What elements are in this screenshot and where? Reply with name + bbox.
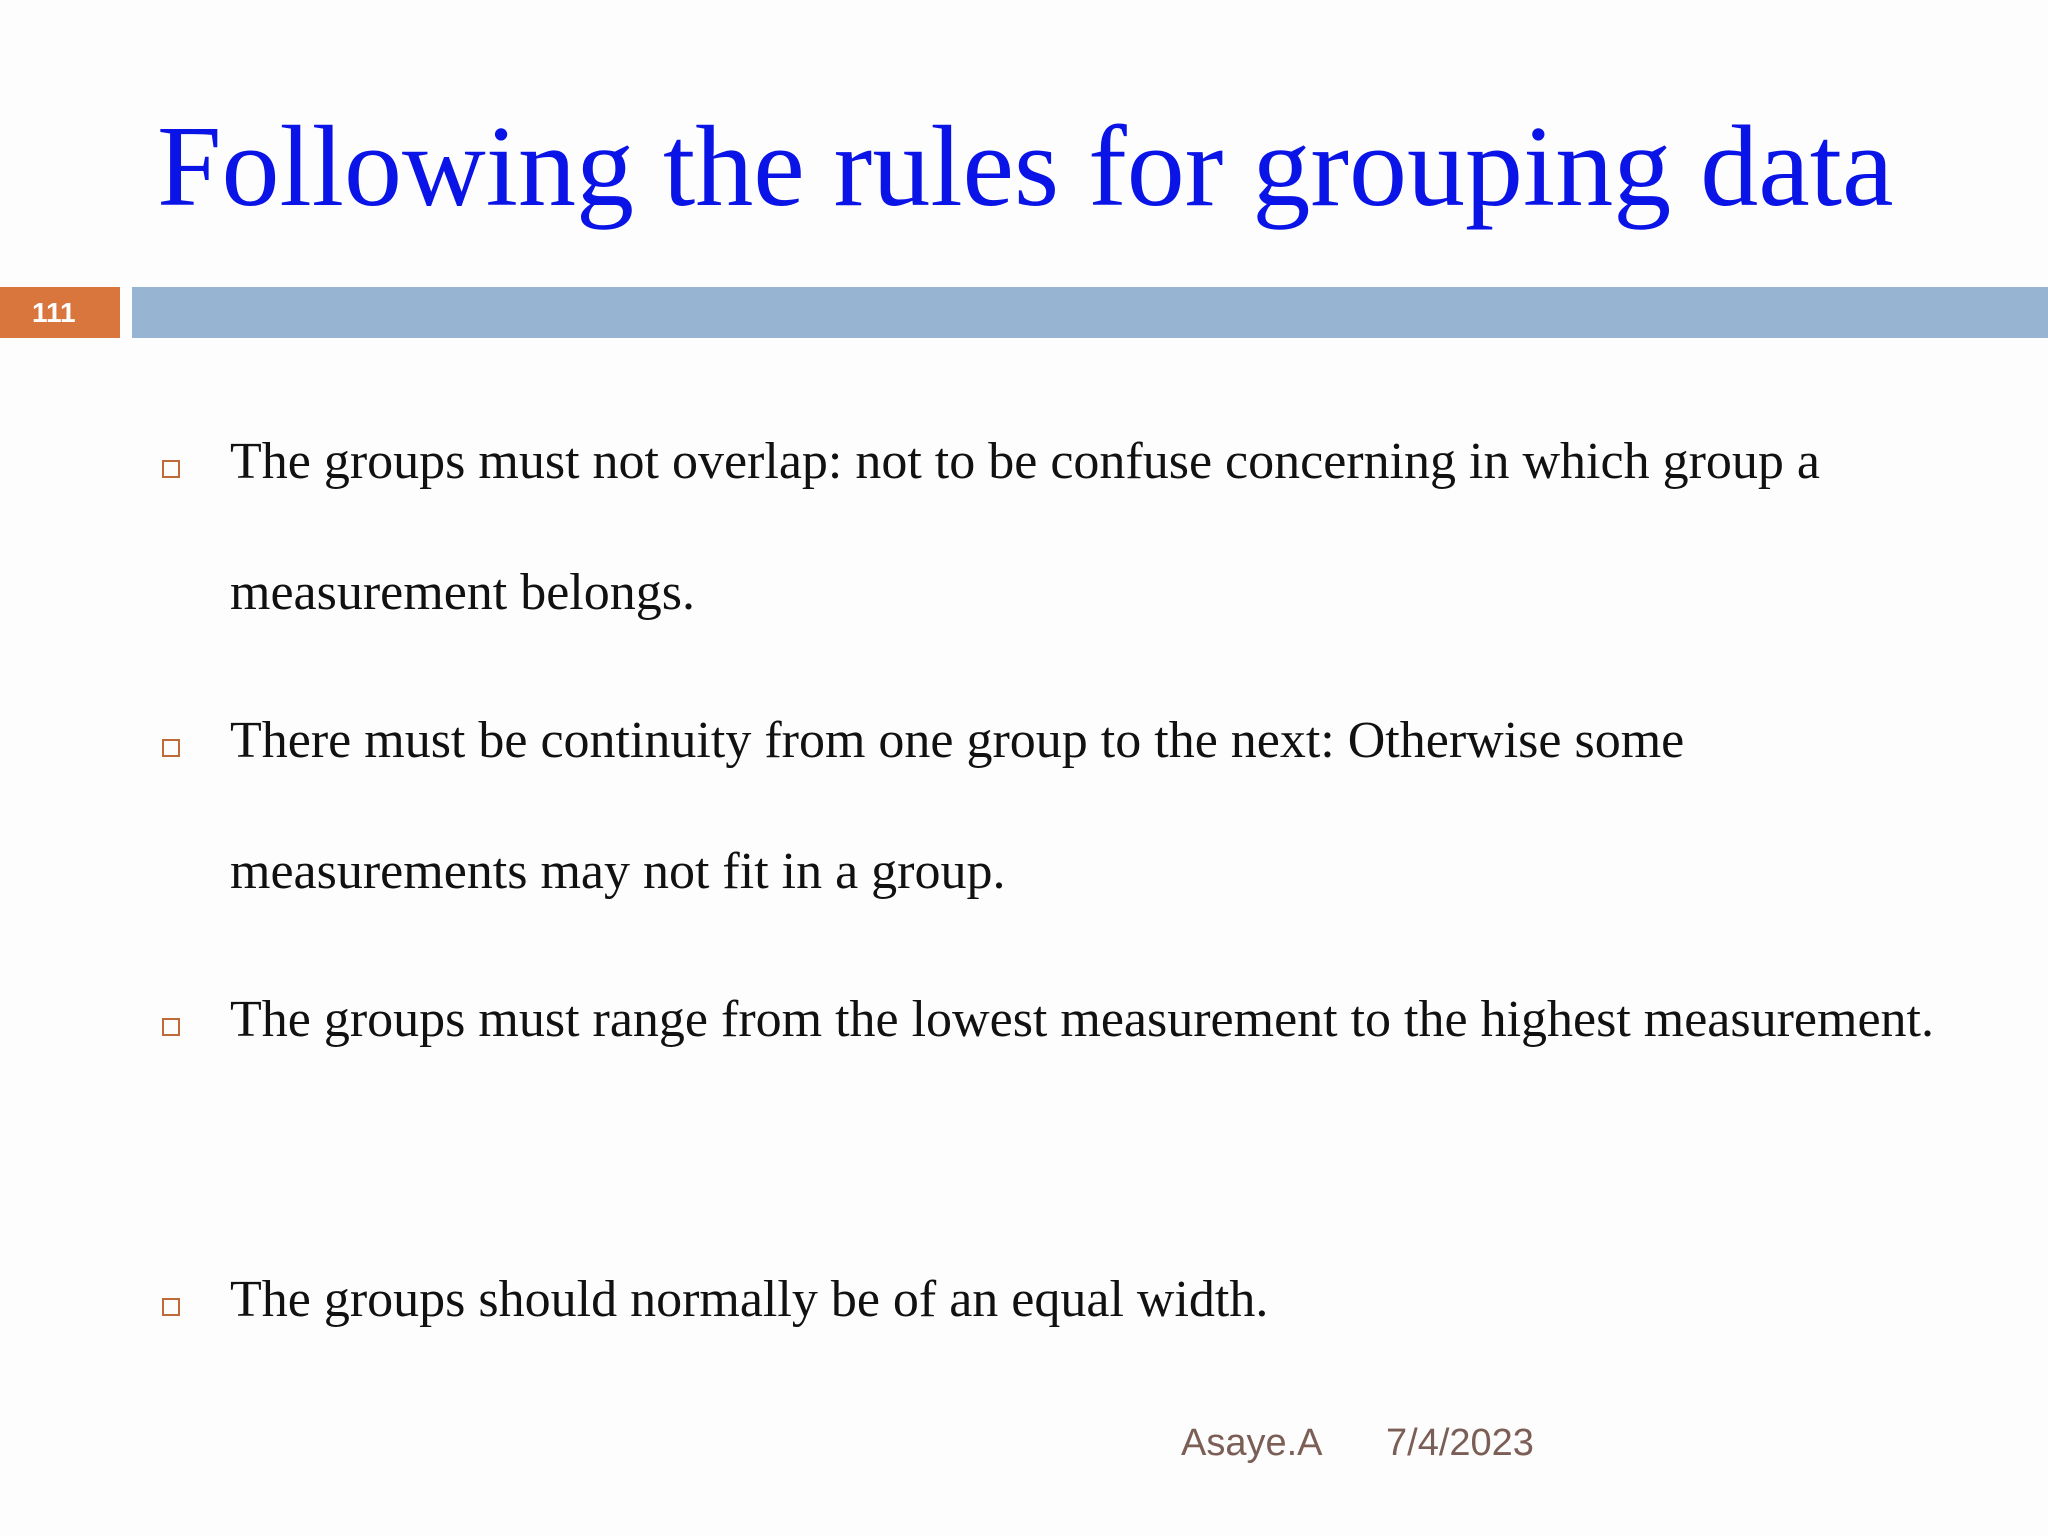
footer-author: Asaye.A: [1181, 1422, 1323, 1464]
square-bullet-icon: [162, 1018, 180, 1036]
square-bullet-icon: [162, 1298, 180, 1316]
square-bullet-icon: [162, 460, 180, 478]
bullet-text: The groups must not overlap: not to be confuse concerning in which group a measurement belongs.: [230, 433, 1820, 621]
bullet-text: There must be continuity from one group to the next: Otherwise some measurements may not fit in a group.: [230, 712, 1685, 900]
slide-number: 111: [0, 287, 120, 338]
bullet-text: The groups must range from the lowest measurement to the highest measurement.: [230, 991, 1934, 1048]
bullet-text: The groups should normally be of an equal width.: [230, 1271, 1269, 1328]
slide-title: Following the rules for grouping data: [157, 103, 1894, 231]
header-bar: [132, 287, 2048, 338]
square-bullet-icon: [162, 739, 180, 757]
footer-date: 7/4/2023: [1386, 1422, 1534, 1464]
